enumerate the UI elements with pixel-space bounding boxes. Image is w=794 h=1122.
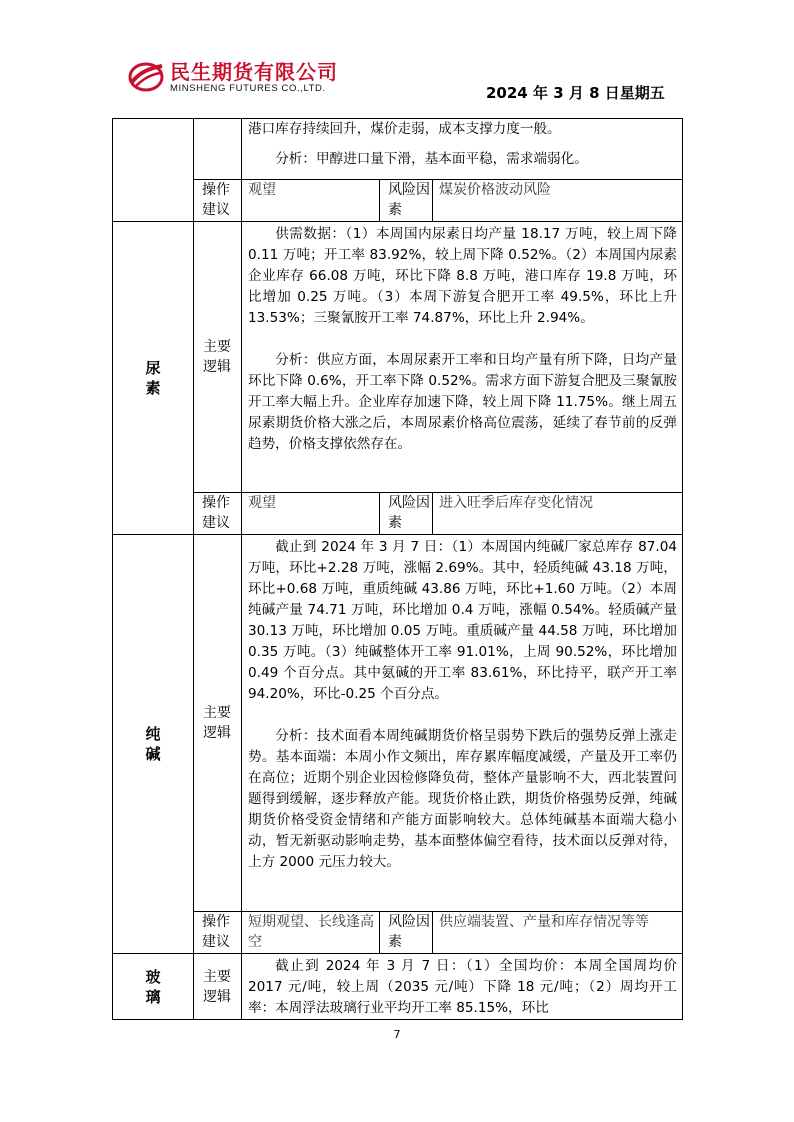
methanol-logic-cell: [242, 119, 683, 180]
methanol-operation-row: [113, 180, 683, 222]
soda-data: 截止到 2024 年 3 月 7 日：（1）本周国内纯碱厂家总库存 87.04 万吨，环比+2.28 万吨，涨幅 2.69%。其中，轻质纯碱 43.18 万吨，环比+0.68 万吨，重质纯碱 43.86 万吨，环比+1.60 万吨。（2）本周纯碱产量 74.71 万吨，环比增加 0.4 万吨，涨幅 0.54%。轻质碱产量 30.13 万吨，环比增加 0.05 万吨。重质碱产量 44.58 万吨，环比增加 0.35 万吨。（3）纯碱整体开工率 91.01%，上周 90.52%，环比增加 0.49 个百分点。其中氨碱的开工率 83.61%，环比持平，联产开工率 94.20%，环比-0.25 个百分点。: [248, 539, 677, 702]
main-logic-label: 主要逻辑: [194, 535, 242, 912]
methanol-logic-row: [113, 119, 683, 180]
company-name-cn: 民生期货有限公司: [170, 60, 338, 84]
urea-category: 尿素: [113, 222, 194, 535]
operation-label: 操作建议: [194, 493, 242, 535]
soda-logic-cell: [242, 535, 683, 912]
main-logic-label: 主要逻辑: [194, 222, 242, 493]
methanol-label-cell: [194, 119, 242, 180]
urea-risk-value: 进入旺季后库存变化情况: [433, 493, 683, 535]
urea-logic-cell: [242, 222, 683, 493]
urea-operation-value: 观望: [242, 493, 380, 535]
methanol-continued-text: 港口库存持续回升，煤价走弱，成本支撑力度一般。: [248, 121, 561, 137]
soda-operation-value: 短期观望、长线逢高空: [242, 912, 380, 954]
risk-label: 风险因素: [380, 493, 433, 535]
report-date: 2024 年 3 月 8 日星期五: [486, 84, 665, 102]
company-name-en: MINSHENG FUTURES CO.,LTD.: [170, 83, 326, 94]
methanol-category-cell: [113, 119, 194, 222]
soda-logic-row: [113, 535, 683, 912]
risk-label: 风险因素: [380, 180, 433, 222]
soda-risk-value: 供应端装置、产量和库存情况等等: [433, 912, 683, 954]
soda-category: 纯碱: [113, 535, 194, 954]
glass-logic-row: [113, 954, 683, 1020]
operation-label: 操作建议: [194, 180, 242, 222]
report-table: [112, 118, 683, 1020]
glass-category: 玻璃: [113, 954, 194, 1020]
main-logic-label: 主要逻辑: [194, 954, 242, 1020]
minsheng-logo-icon: [128, 58, 164, 94]
urea-operation-row: [113, 493, 683, 535]
urea-analysis: 分析：供应方面，本周尿素开工率和日均产量有所下降，日均产量环比下降 0.6%，开工率下降 0.52%。需求方面下游复合肥及三聚氰胺开工率大幅上升。企业库存加速下降，较上周下降 11.75%。继上周五尿素期货价格大涨之后，本周尿素价格高位震荡，延续了春节前的反弹趋势，价格支撑依然存在。: [248, 352, 677, 452]
glass-logic-cell: [242, 954, 683, 1020]
company-logo: [128, 56, 368, 102]
methanol-risk-value: 煤炭价格波动风险: [433, 180, 683, 222]
urea-logic-row: [113, 222, 683, 493]
soda-analysis: 分析：技术面看本周纯碱期货价格呈弱势下跌后的强势反弹上涨走势。基本面端：本周小作文频出，库存累库幅度减缓，产量及开工率仍在高位；近期个别企业因检修降负荷，整体产量影响不大，西北装置问题得到缓解，逐步释放产能。现货价格止跌，期货价格强势反弹，纯碱期货价格受资金情绪和产能方面影响较大。总体纯碱基本面端大稳小动，暂无新驱动影响走势，基本面整体偏空看待，技术面以反弹对待，上方 2000 元压力较大。: [248, 728, 677, 870]
methanol-operation-value: 观望: [242, 180, 380, 222]
operation-label: 操作建议: [194, 912, 242, 954]
methanol-analysis: 分析：甲醇进口量下滑，基本面平稳，需求端弱化。: [275, 151, 588, 167]
risk-label: 风险因素: [380, 912, 433, 954]
soda-operation-row: [113, 912, 683, 954]
glass-data: 截止到 2024 年 3 月 7 日：（1）全国均价：本周全国周均价 2017 元/吨，较上周（2035 元/吨）下降 18 元/吨；（2）周均开工率：本周浮法玻璃行业平均开工率 85.15%，环比: [248, 958, 677, 1016]
urea-supply-demand-data: 供需数据：（1）本周国内尿素日均产量 18.17 万吨，较上周下降 0.11 万吨；开工率 83.92%，较上周下降 0.52%。（2）本周国内尿素企业库存 66.08 万吨，环比下降 8.8 万吨，港口库存 19.8 万吨，环比增加 0.25 万吨。（3）本周下游复合肥开工率 49.5%，环比上升 13.53%；三聚氰胺开工率 74.87%，环比上升 2.94%。: [248, 226, 677, 326]
page-number: 7: [393, 1028, 401, 1041]
